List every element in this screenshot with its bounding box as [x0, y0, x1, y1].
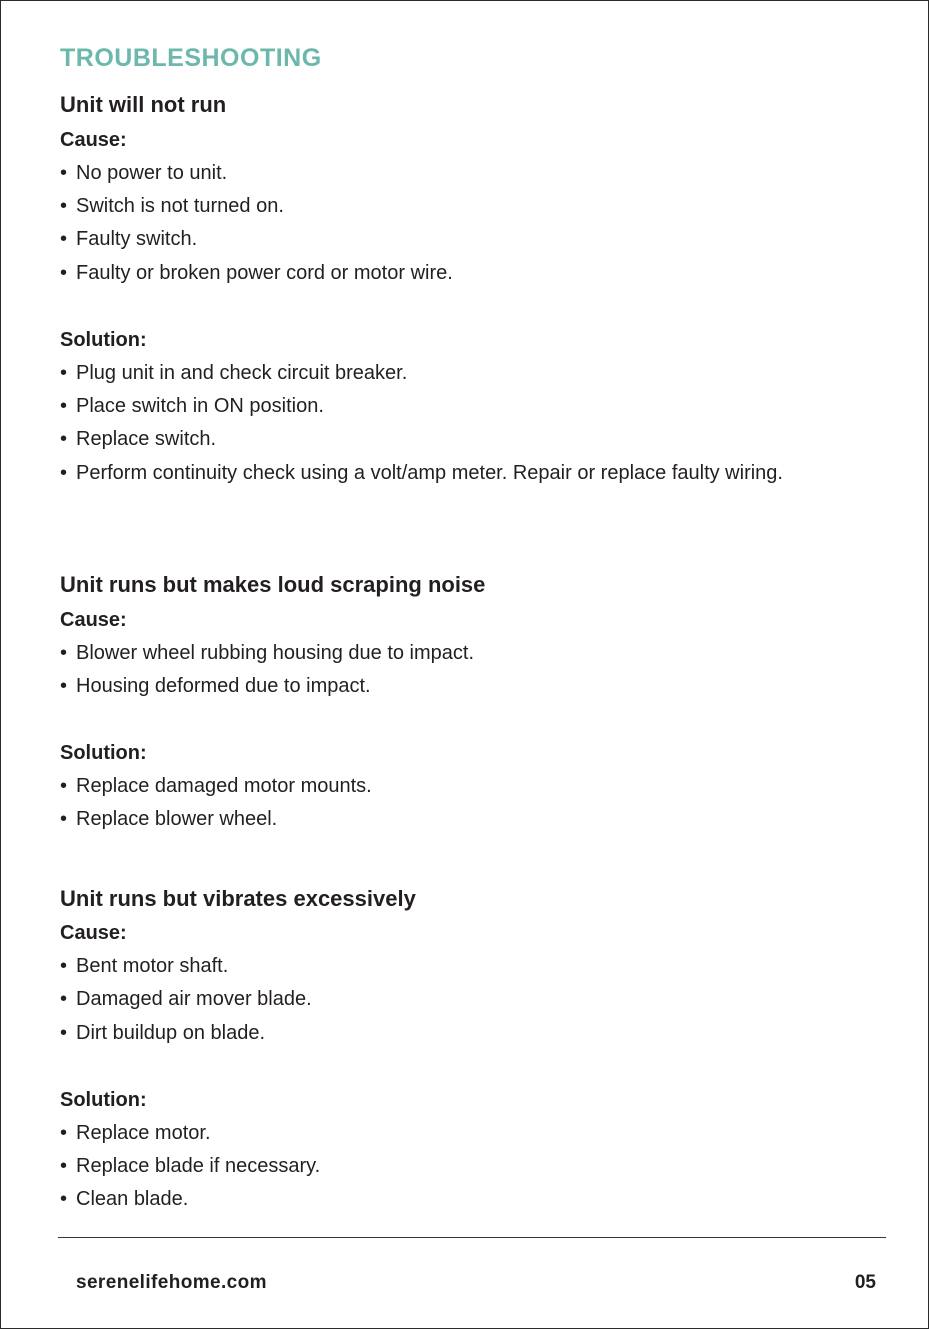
cause-item: • Faulty or broken power cord or motor wire. [60, 262, 453, 284]
solution-label: Solution: [60, 742, 147, 764]
cause-item: • Faulty switch. [60, 228, 198, 250]
solution-item: • Replace damaged motor mounts. [60, 775, 372, 797]
cause-item: • Housing deformed due to impact. [60, 675, 371, 697]
page-number: 05 [854, 1272, 876, 1293]
solution-item: • Place switch in ON position. [60, 395, 324, 417]
section-heading-unit-will-not-run: Unit will not run [60, 92, 227, 117]
solution-item: • Replace switch. [60, 428, 217, 450]
cause-label: Cause: [60, 922, 127, 944]
cause-item: • Switch is not turned on. [60, 195, 284, 217]
solution-item: • Replace blower wheel. [60, 808, 278, 830]
solution-item: • Clean blade. [60, 1188, 189, 1210]
cause-item: • No power to unit. [60, 162, 228, 184]
cause-item: • Bent motor shaft. [60, 955, 229, 977]
cause-label: Cause: [60, 609, 127, 631]
section-heading-vibrates-excessively: Unit runs but vibrates excessively [60, 886, 416, 911]
section-heading-scraping-noise: Unit runs but makes loud scraping noise [60, 572, 486, 597]
solution-item: • Plug unit in and check circuit breaker. [60, 362, 408, 384]
cause-item: • Dirt buildup on blade. [60, 1022, 266, 1044]
solution-label: Solution: [60, 329, 147, 351]
footer-website: serenelifehome.com [76, 1272, 267, 1293]
cause-item: • Damaged air mover blade. [60, 988, 312, 1010]
page-title: TROUBLESHOOTING [60, 44, 322, 72]
solution-item: • Replace motor. [60, 1122, 211, 1144]
cause-label: Cause: [60, 129, 127, 151]
cause-item: • Blower wheel rubbing housing due to impact. [60, 642, 475, 664]
solution-item: • Perform continuity check using a volt/amp meter. Repair or replace faulty wiring. [60, 462, 783, 484]
solution-label: Solution: [60, 1089, 147, 1111]
footer-divider [58, 1237, 886, 1238]
solution-item: • Replace blade if necessary. [60, 1155, 321, 1177]
